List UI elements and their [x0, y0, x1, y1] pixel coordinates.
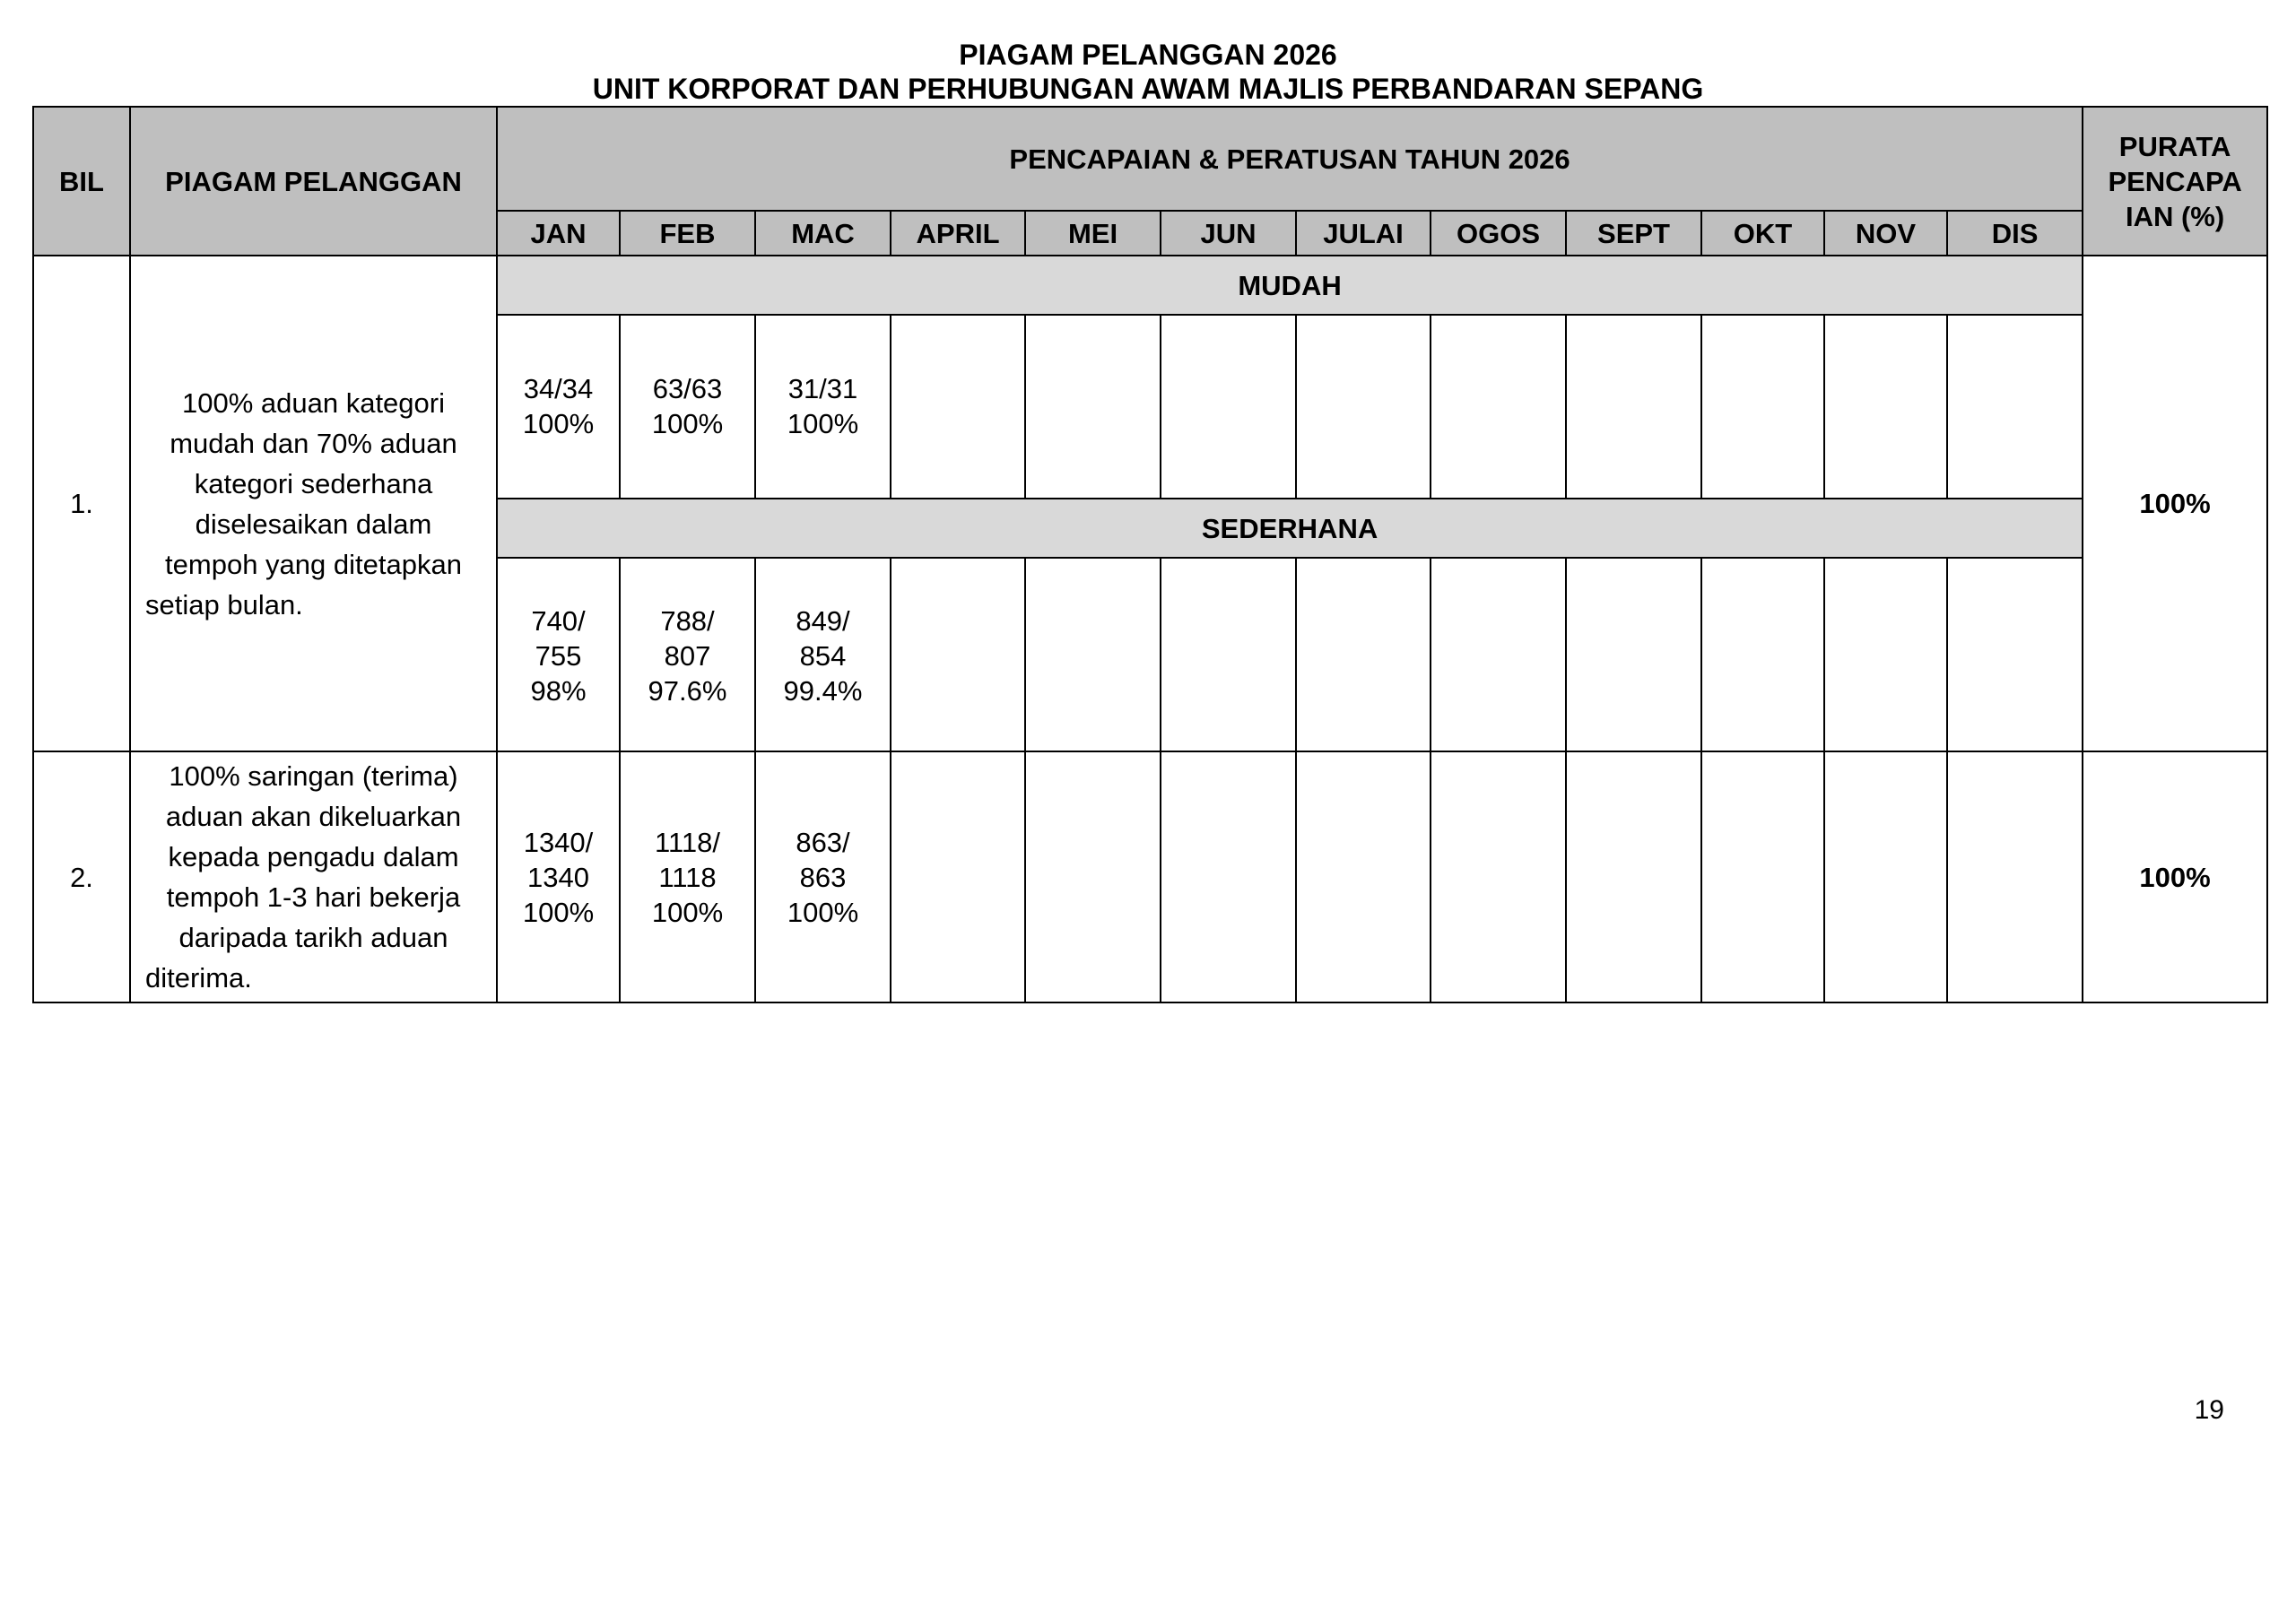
month-value-cell: [1025, 315, 1161, 499]
month-header-feb: FEB: [620, 211, 755, 256]
month-header-jan: JAN: [497, 211, 620, 256]
month-value-cell: [1431, 751, 1566, 1002]
value-line: 100%: [787, 896, 859, 928]
section-label-mudah: MUDAH: [497, 256, 2083, 315]
month-value-cell: [1566, 315, 1701, 499]
value-line: 1118: [658, 861, 717, 893]
month-header-sept: SEPT: [1566, 211, 1701, 256]
month-value-cell: [1566, 558, 1701, 751]
month-value-cell: [1701, 315, 1824, 499]
month-value-cell: [1947, 558, 2083, 751]
value-line: 31/31: [787, 373, 858, 404]
row2-description: 100% saringan (terima) aduan akan dikeluarkan kepada pengadu dalam tempoh 1-3 hari bekerja daripada tarikh aduan diterima.: [130, 751, 497, 1002]
value-line: 97.6%: [648, 675, 727, 707]
month-value-cell: [1296, 751, 1431, 1002]
header-average: PURATA PENCAPA IAN (%): [2083, 107, 2267, 256]
value-line: 788/: [660, 605, 715, 637]
month-value-cell: [1025, 751, 1161, 1002]
month-header-ogos: OGOS: [1431, 211, 1566, 256]
month-value-cell: [891, 558, 1025, 751]
month-value-cell: [1431, 558, 1566, 751]
month-value-cell: [497, 315, 620, 499]
month-value-cell: [1161, 751, 1296, 1002]
month-value-cell: [755, 558, 891, 751]
month-value-cell: [1566, 751, 1701, 1002]
month-value-cell: [891, 751, 1025, 1002]
month-header-mei: MEI: [1025, 211, 1161, 256]
value-line: 807: [664, 640, 711, 672]
value-line: 100%: [787, 408, 859, 439]
month-value-cell: [1947, 751, 2083, 1002]
month-value-cell: [1824, 751, 1947, 1002]
value-line: 100%: [522, 408, 595, 439]
month-value-cell: [1947, 315, 2083, 499]
month-value-cell: [755, 751, 891, 1002]
value-line: 34/34: [523, 373, 594, 404]
customer-charter-table: [32, 106, 2268, 1003]
month-value-cell: [1824, 558, 1947, 751]
value-line: 863: [799, 861, 847, 893]
value-line: 98%: [530, 675, 587, 707]
month-header-nov: NOV: [1824, 211, 1947, 256]
month-value-cell: [891, 315, 1025, 499]
value-line: 755: [535, 640, 582, 672]
month-value-cell: [1701, 558, 1824, 751]
header-charter: PIAGAM PELANGGAN: [130, 107, 497, 256]
page-header: [0, 38, 2296, 106]
month-value-cell: [1701, 751, 1824, 1002]
month-value-cell: [1161, 558, 1296, 751]
header-achievement: PENCAPAIAN & PERATUSAN TAHUN 2026: [497, 107, 2083, 211]
month-value-cell: [620, 315, 755, 499]
value-line: 100%: [522, 896, 595, 928]
month-header-julai: JULAI: [1296, 211, 1431, 256]
value-line: 1118/: [655, 826, 720, 858]
value-line: 100%: [651, 896, 724, 928]
month-value-cell: [620, 558, 755, 751]
row2-average: 100%: [2083, 751, 2267, 1002]
month-value-cell: [620, 751, 755, 1002]
month-value-cell: [1296, 315, 1431, 499]
month-header-april: APRIL: [891, 211, 1025, 256]
value-line: 1340: [527, 861, 589, 893]
section-label-sederhana: SEDERHANA: [497, 499, 2083, 558]
month-header-dis: DIS: [1947, 211, 2083, 256]
month-header-mac: MAC: [755, 211, 891, 256]
value-line: 863/: [796, 826, 850, 858]
value-line: 99.4%: [783, 675, 863, 707]
month-value-cell: [497, 558, 620, 751]
month-header-jun: JUN: [1161, 211, 1296, 256]
page-subtitle: UNIT KORPORAT DAN PERHUBUNGAN AWAM MAJLIS PERBANDARAN SEPANG: [592, 73, 1704, 105]
row1-description: 100% aduan kategori mudah dan 70% aduan kategori sederhana diselesaikan dalam tempoh yang ditetapkan setiap bulan.: [130, 256, 497, 751]
row1-bil: 1.: [33, 256, 130, 751]
value-line: 100%: [651, 408, 724, 439]
month-value-cell: [1296, 558, 1431, 751]
month-header-okt: OKT: [1701, 211, 1824, 256]
month-value-cell: [1161, 315, 1296, 499]
value-line: 1340/: [523, 826, 594, 858]
row2-bil: 2.: [33, 751, 130, 1002]
page-number: 19: [2194, 1395, 2224, 1425]
month-value-cell: [497, 751, 620, 1002]
month-value-cell: [1824, 315, 1947, 499]
value-line: 63/63: [652, 373, 723, 404]
table-row: [33, 751, 2267, 1002]
value-line: 854: [799, 640, 847, 672]
value-line: 740/: [531, 605, 586, 637]
row1-average: 100%: [2083, 256, 2267, 751]
page-title: PIAGAM PELANGGAN 2026: [959, 39, 1337, 71]
month-value-cell: [1431, 315, 1566, 499]
header-bil: BIL: [33, 107, 130, 256]
month-value-cell: [755, 315, 891, 499]
value-line: 849/: [796, 605, 850, 637]
month-value-cell: [1025, 558, 1161, 751]
